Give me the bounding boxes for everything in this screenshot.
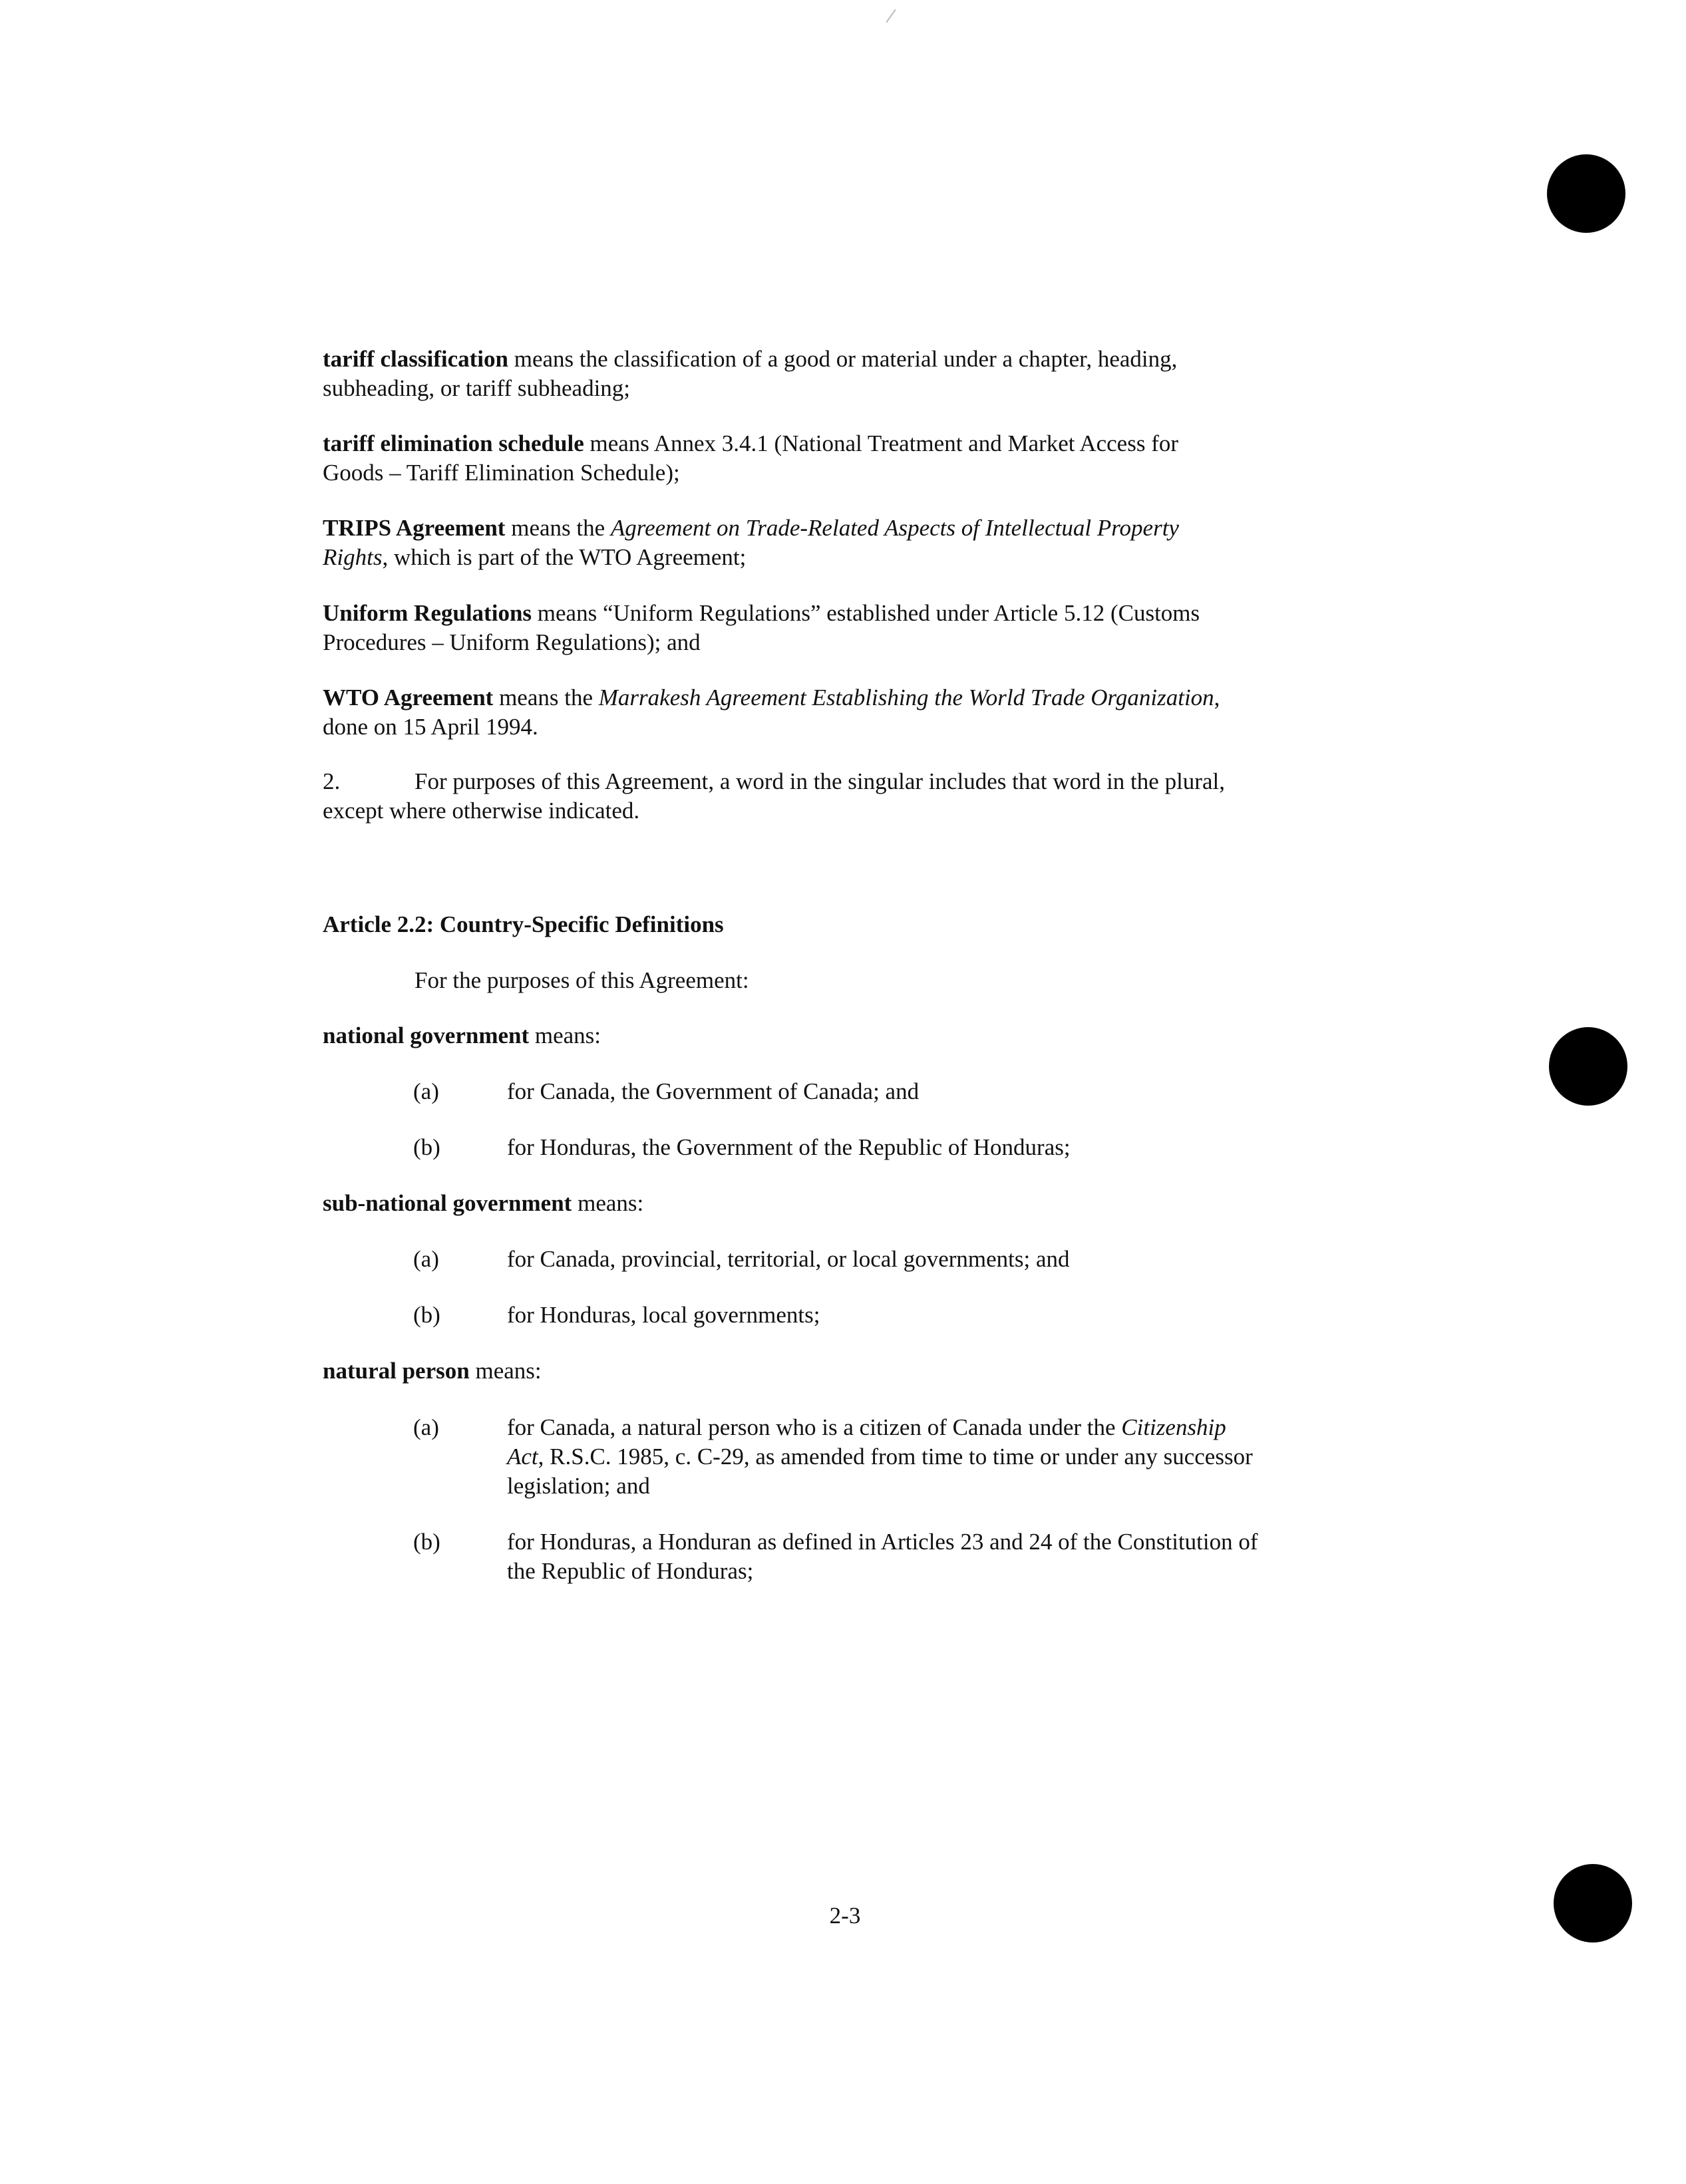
definition-text: done on 15 April 1994.: [323, 714, 538, 740]
punch-hole: [1549, 1027, 1627, 1106]
agreement-title: Marrakesh Agreement Establishing the World Trade Organization: [598, 685, 1214, 710]
item-text: [507, 1413, 1365, 1501]
item-text-part: the Republic of Honduras;: [507, 1558, 754, 1584]
item-text-part: , R.S.C. 1985, c. C-29, as amended from time to time or under any successor: [538, 1444, 1253, 1470]
definition-term: TRIPS Agreement: [323, 515, 506, 541]
definition-term: sub-national government: [323, 1190, 572, 1216]
definition-text: means:: [529, 1022, 601, 1048]
definition-trips-agreement: [323, 514, 1361, 572]
item-label: (b): [413, 1302, 440, 1328]
item-text: for Honduras, the Government of the Republic of Honduras;: [507, 1134, 1071, 1160]
item-label: (a): [413, 1414, 439, 1440]
item-text: [507, 1527, 1365, 1586]
act-title: Act: [507, 1444, 538, 1470]
definition-term: Uniform Regulations: [323, 600, 532, 626]
definition-term: tariff elimination schedule: [323, 430, 584, 456]
paragraph-2: [323, 767, 1361, 826]
definition-text: Goods – Tariff Elimination Schedule);: [323, 460, 680, 486]
definition-text: means Annex 3.4.1 (National Treatment and Market Access for: [590, 430, 1179, 456]
definition-text: means “Uniform Regulations” established under Article 5.12 (Customs: [537, 600, 1200, 626]
article-heading: Article 2.2: Country-Specific Definitions: [323, 911, 724, 937]
definition-text: subheading, or tariff subheading;: [323, 375, 631, 401]
definition-term: natural person: [323, 1358, 470, 1384]
definition-term: national government: [323, 1022, 530, 1048]
item-text: for Canada, the Government of Canada; and: [507, 1078, 920, 1104]
item-text-part: legislation; and: [507, 1473, 650, 1499]
definition-national-government: [323, 1021, 1361, 1050]
definition-sub-national-government: [323, 1189, 1361, 1218]
definition-wto-agreement: [323, 683, 1361, 742]
page-number: 2-3: [829, 1903, 861, 1929]
paragraph-text: except where otherwise indicated.: [323, 798, 640, 824]
item-label: (b): [413, 1529, 440, 1555]
definition-text: means the: [511, 515, 611, 541]
agreement-title: Rights: [323, 544, 383, 570]
definition-text: means:: [572, 1190, 644, 1216]
scan-mark: [886, 9, 896, 23]
definition-natural-person: [323, 1356, 1361, 1386]
definition-text: Procedures – Uniform Regulations); and: [323, 629, 701, 655]
item-label: (b): [413, 1134, 440, 1160]
item-label: (a): [413, 1078, 439, 1104]
punch-hole: [1554, 1864, 1632, 1943]
item-text: for Honduras, local governments;: [507, 1302, 820, 1328]
definition-uniform-regulations: [323, 599, 1361, 657]
definition-tariff-classification: [323, 345, 1361, 403]
paragraph-number: 2.: [323, 768, 341, 794]
paragraph-text: For purposes of this Agreement, a word in the singular includes that word in the plural,: [415, 768, 1225, 794]
act-title: Citizenship: [1121, 1414, 1226, 1440]
item-text-part: for Canada, a natural person who is a citizen of Canada under the: [507, 1414, 1122, 1440]
definition-text: means the: [499, 685, 599, 710]
definition-term: tariff classification: [323, 346, 508, 372]
definition-text: means the classification of a good or material under a chapter, heading,: [514, 346, 1178, 372]
agreement-title: Agreement on Trade-Related Aspects of Intellectual Property: [610, 515, 1179, 541]
definition-text: means:: [469, 1358, 542, 1384]
item-text: for Canada, provincial, territorial, or local governments; and: [507, 1246, 1070, 1272]
definition-text: , which is part of the WTO Agreement;: [382, 544, 747, 570]
article-intro: For the purposes of this Agreement:: [415, 967, 749, 993]
definition-text: ,: [1214, 685, 1220, 710]
punch-hole: [1547, 154, 1625, 233]
definition-tariff-elimination-schedule: [323, 429, 1361, 488]
definition-term: WTO Agreement: [323, 685, 494, 710]
item-text-part: for Honduras, a Honduran as defined in Articles 23 and 24 of the Constitution of: [507, 1529, 1258, 1555]
item-label: (a): [413, 1246, 439, 1272]
